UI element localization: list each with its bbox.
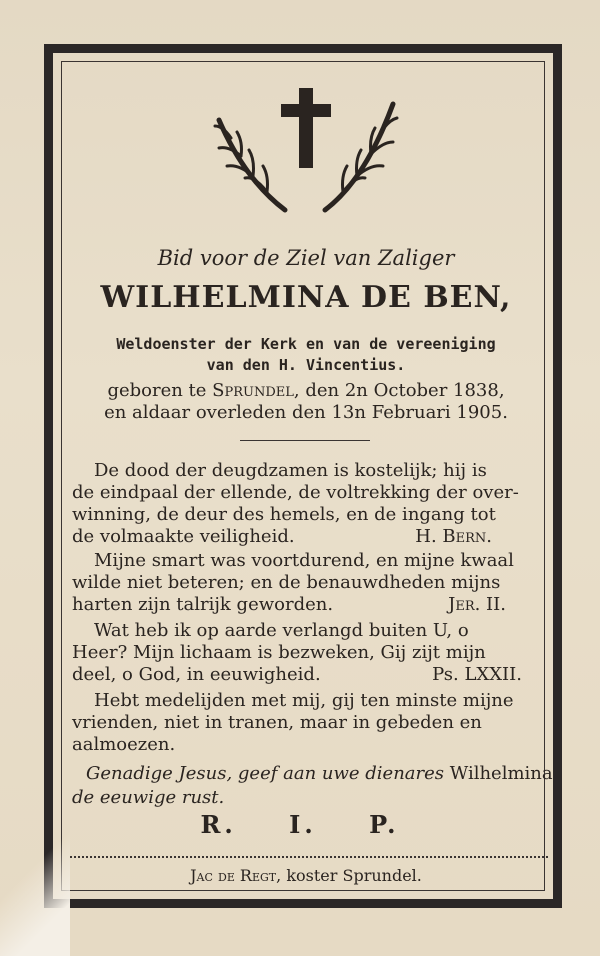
paragraph-line: De dood der deugdzamen is kostelijk; hij is: [94, 460, 487, 481]
birth-place: Sprundel: [212, 380, 294, 401]
scripture-source: Jer. II.: [448, 594, 506, 615]
deceased-name: WILHELMINA DE BEN,: [100, 280, 512, 315]
paragraph-line: de eindpaal der ellende, de voltrekking der over-: [72, 482, 519, 503]
printer-rest: , koster Sprundel.: [276, 866, 422, 885]
printer-name: Jac de Regt: [190, 866, 277, 885]
birth-line: [66, 380, 546, 401]
scripture-source: H. Bern.: [415, 526, 492, 547]
paragraph-2: [72, 550, 542, 616]
paragraph-text: harten zijn talrijk geworden.: [72, 594, 334, 615]
cross-horizontal: [281, 104, 331, 117]
prayer-line: de eeuwige rust.: [72, 787, 225, 808]
paragraph-line: aalmoezen.: [72, 734, 176, 755]
paragraph-1: [72, 460, 542, 548]
paragraph-text: deel, o God, in eeuwigheid.: [72, 664, 321, 685]
paragraph-3: [72, 620, 542, 686]
paragraph-line: vrienden, niet in tranen, maar in gebeden en: [72, 712, 482, 733]
paragraph-line: Hebt medelijden met mij, gij ten minste mijne: [94, 690, 514, 711]
printer-credit: [66, 866, 546, 885]
prayer-line: [86, 762, 553, 786]
paragraph-line: winning, de deur des hemels, en de ingang tot: [72, 504, 496, 525]
prayer-italic: Genadige Jesus, geef aan uwe dienares: [86, 763, 445, 784]
description-line-2: van den H. Vincentius.: [206, 356, 406, 374]
scripture-source: Ps. LXXII.: [432, 664, 522, 685]
salutation: Bid voor de Ziel van Zaliger: [157, 246, 455, 270]
birth-prefix: geboren te: [107, 380, 207, 401]
paragraph-4: [72, 690, 542, 756]
paragraph-text: de volmaakte veiligheid.: [72, 526, 295, 547]
dotted-divider: [70, 856, 548, 858]
rip-text: R. I. P.: [200, 810, 400, 839]
paragraph-line: wilde niet beteren; en de benauwdheden mijns: [72, 572, 501, 593]
cross-with-palms-emblem: [205, 80, 405, 220]
paragraph-line: Mijne smart was voortdurend, en mijne kwaal: [94, 550, 514, 571]
cross-vertical: [299, 88, 313, 168]
paragraph-line: [72, 594, 542, 616]
divider: [240, 440, 370, 441]
closing-prayer: [72, 762, 553, 810]
paragraph-line: Heer? Mijn lichaam is bezweken, Gij zijt mijn: [72, 642, 486, 663]
death-line: en aldaar overleden den 13n Februari 1905.: [104, 402, 508, 423]
paragraph-line: Wat heb ik op aarde verlangd buiten U, o: [94, 620, 469, 641]
description-line-1: Weldoenster der Kerk en van de vereeniging: [116, 335, 496, 353]
birth-date: , den 2n October 1838,: [293, 380, 505, 401]
paragraph-line: [72, 664, 542, 686]
prayer-name: Wilhelmina: [444, 763, 553, 784]
paragraph-line: [72, 526, 542, 548]
